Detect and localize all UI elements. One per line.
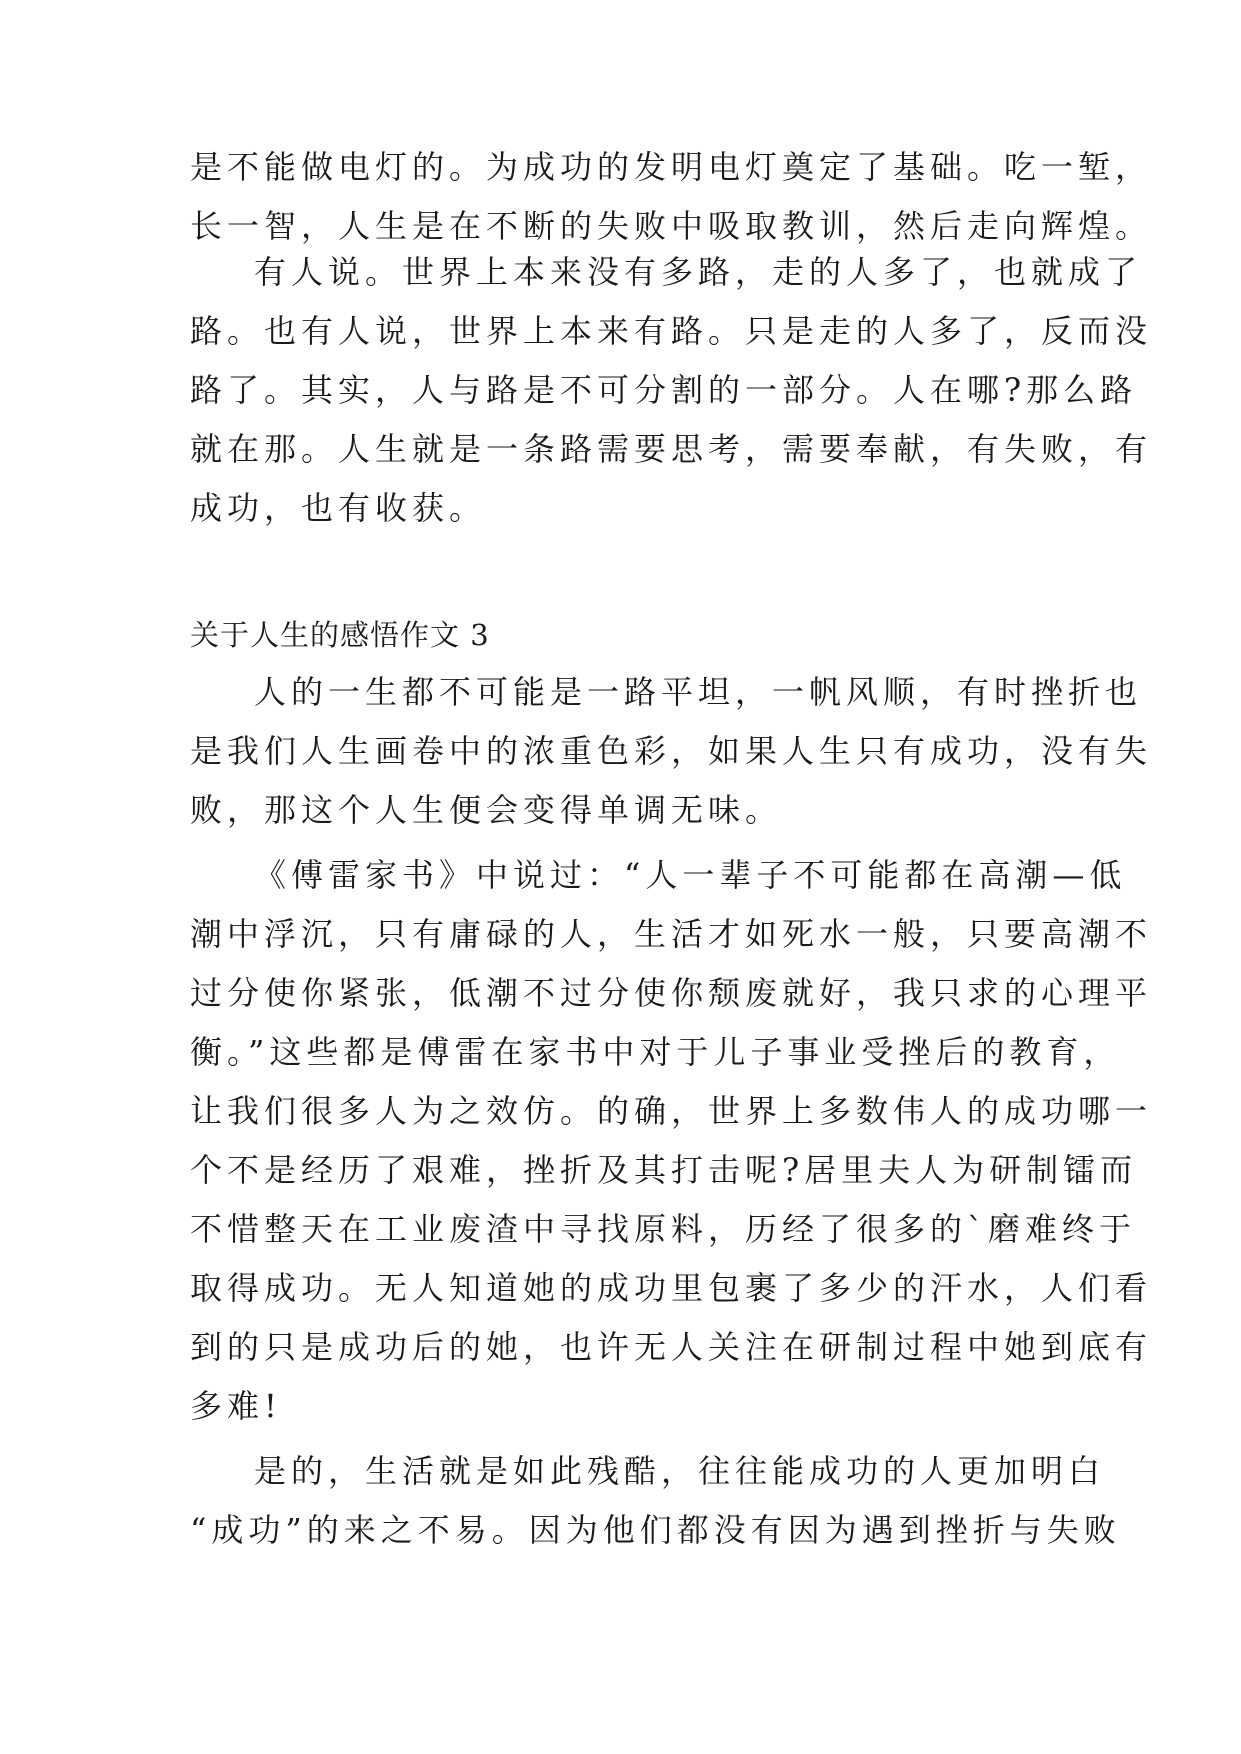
paragraph-line: 是我们人生画卷中的浓重色彩，如果人生只有成功，没有失 xyxy=(190,732,1153,770)
paragraph-line: 路。也有人说，世界上本来有路。只是走的人多了，反而没 xyxy=(190,312,1153,350)
paragraph-line: “成功”的来之不易。因为他们都没有因为遇到挫折与失败 xyxy=(190,1511,1121,1549)
paragraph-line: 路了。其实，人与路是不可分割的一部分。人在哪?那么路 xyxy=(190,371,1138,409)
paragraph-line: 《傅雷家书》中说过：“人一辈子不可能都在高潮—低 xyxy=(254,856,1127,894)
paragraph-fu-lei xyxy=(190,846,1153,1436)
paragraph-line: 人的一生都不可能是一路平坦，一帆风顺，有时挫折也 xyxy=(254,673,1143,711)
paragraph-line: 过分使你紧张，低潮不过分使你颓废就好，我只求的心理平 xyxy=(190,974,1153,1012)
paragraph-line: 成功，也有收获。 xyxy=(190,489,487,527)
paragraph-line: 长一智，人生是在不断的失败中吸取教训，然后走向辉煌。 xyxy=(190,207,1153,245)
paragraph-line: 衡。”这些都是傅雷在家书中对于儿子事业受挫后的教育， xyxy=(190,1033,1121,1071)
paragraph-life-path xyxy=(190,663,1153,840)
paragraph-line: 潮中浮沉，只有庸碌的人，生活才如死水一般，只要高潮不 xyxy=(190,915,1153,953)
paragraph-line: 是的，生活就是如此残酷，往往能成功的人更加明白 xyxy=(254,1452,1106,1490)
paragraph-line: 取得成功。无人知道她的成功里包裹了多少的汗水，人们看 xyxy=(190,1269,1153,1307)
paragraph-line: 就在那。人生就是一条路需要思考，需要奉献，有失败，有 xyxy=(190,430,1153,468)
section-heading: 关于人生的感悟作文 3 xyxy=(190,618,490,652)
section-heading-block xyxy=(190,606,1060,665)
paragraph-line: 多难! xyxy=(190,1387,282,1425)
paragraph-line: 让我们很多人为之效仿。的确，世界上多数伟人的成功哪一 xyxy=(190,1092,1153,1130)
paragraph-success xyxy=(190,1442,1121,1560)
paragraph-line: 个不是经历了艰难，挫折及其打击呢?居里夫人为研制镭而 xyxy=(190,1151,1138,1189)
paragraph-road xyxy=(190,243,1153,538)
paragraph-continuation xyxy=(190,138,1153,256)
paragraph-line: 有人说。世界上本来没有多路，走的人多了，也就成了 xyxy=(254,253,1143,291)
paragraph-line: 败，那这个人生便会变得单调无味。 xyxy=(190,791,783,829)
paragraph-line: 是不能做电灯的。为成功的发明电灯奠定了基础。吃一堑， xyxy=(190,148,1153,186)
paragraph-line: 不惜整天在工业废渣中寻找原料，历经了很多的`磨难终于 xyxy=(190,1210,1137,1248)
paragraph-line: 到的只是成功后的她，也许无人关注在研制过程中她到底有 xyxy=(190,1328,1153,1366)
